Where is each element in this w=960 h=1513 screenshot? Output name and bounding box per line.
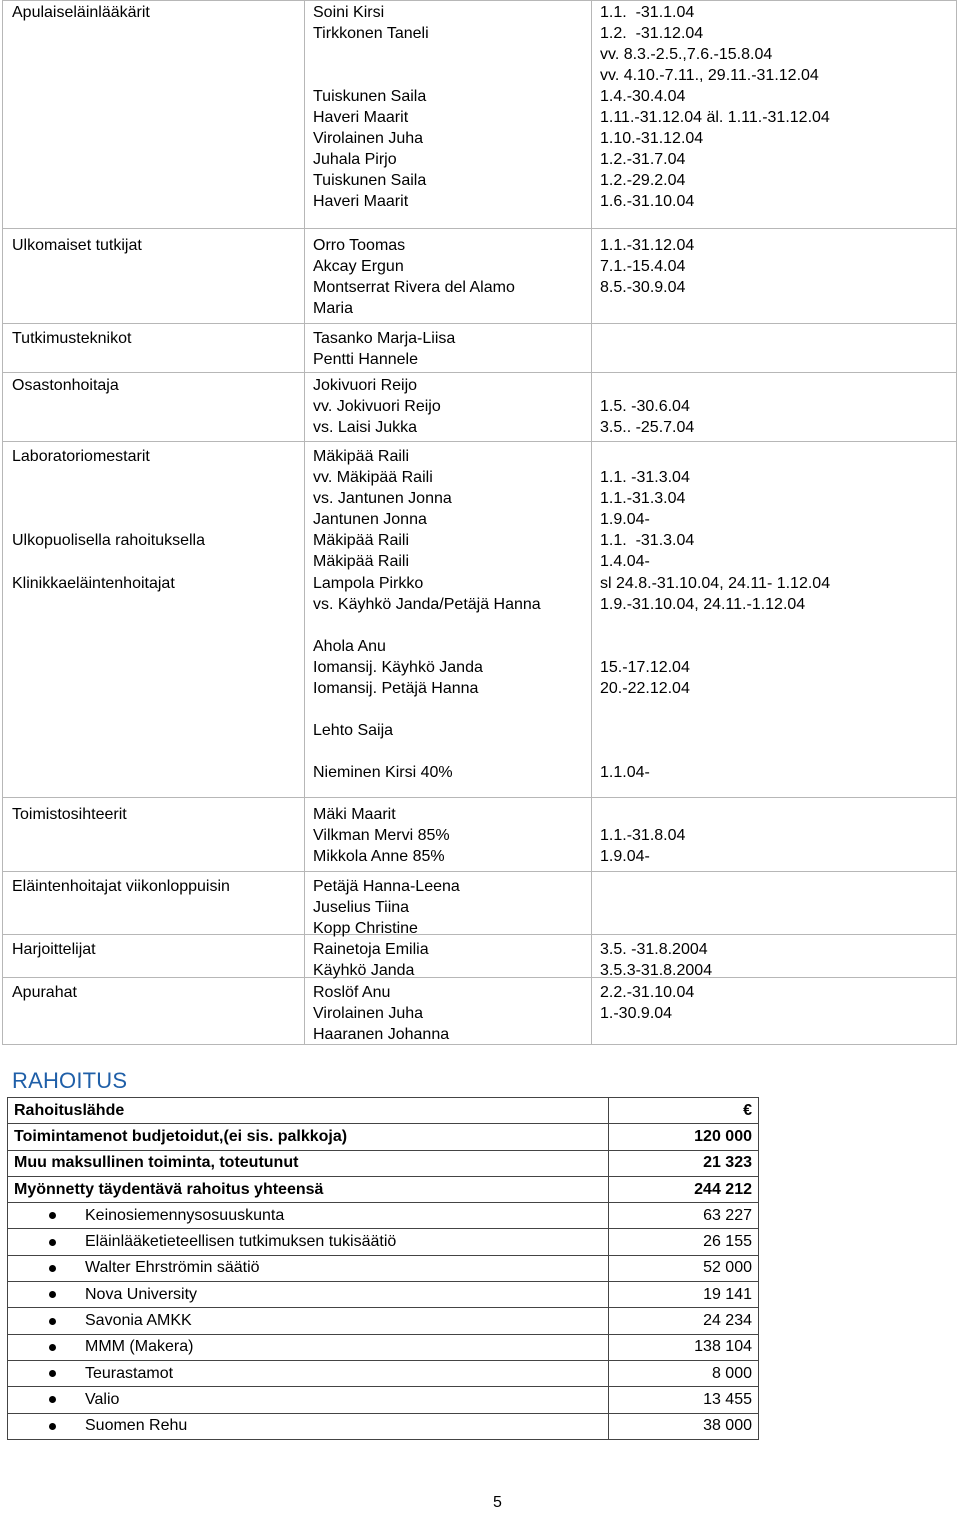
staff-name: Juhala Pirjo: [313, 151, 397, 168]
period-text: 1.9.04-: [600, 848, 650, 865]
row-divider: [3, 797, 956, 798]
funding-source-label: Keinosiemennysosuuskunta: [85, 1206, 285, 1224]
funding-source-cell: [8, 1282, 609, 1308]
category-label: Ulkomaiset tutkijat: [12, 237, 142, 254]
staff-name: Lampola Pirkko: [313, 575, 424, 592]
page-number: 5: [493, 1494, 502, 1511]
staff-name: Vilkman Mervi 85%: [313, 827, 450, 844]
funding-source-label: Teurastamot: [85, 1364, 174, 1382]
staff-name: Iomansij. Käyhkö Janda: [313, 659, 483, 676]
staff-name: Virolainen Juha: [313, 1005, 424, 1022]
period-text: 1.1.04-: [600, 764, 650, 781]
funding-source-amount: 63 227: [609, 1203, 759, 1229]
row-divider: [3, 871, 956, 872]
funding-source-label: Walter Ehrströmin säätiö: [85, 1259, 260, 1277]
funding-label: Myönnetty täydentävä rahoitus yhteensä: [8, 1176, 609, 1202]
funding-source-row: [8, 1413, 759, 1439]
staff-name: Virolainen Juha: [313, 130, 424, 147]
funding-source-label: Valio: [85, 1390, 120, 1408]
staff-name: Haveri Maarit: [313, 193, 409, 210]
staff-name: Tasanko Marja-Liisa: [313, 330, 456, 347]
funding-amount: 21 323: [609, 1150, 759, 1176]
funding-source-amount: 52 000: [609, 1255, 759, 1281]
staff-name: Soini Kirsi: [313, 4, 385, 21]
currency-symbol: €: [609, 1098, 759, 1124]
staff-name: vs. Käyhkö Janda/Petäjä Hanna: [313, 596, 541, 613]
staff-name: Roslöf Anu: [313, 984, 391, 1001]
period-text: 1.-30.9.04: [600, 1005, 673, 1022]
funding-source-amount: 24 234: [609, 1308, 759, 1334]
staff-name: Akcay Ergun: [313, 258, 404, 275]
funding-source-amount: 19 141: [609, 1282, 759, 1308]
funding-header-row: [8, 1098, 759, 1124]
staff-name: Mäki Maarit: [313, 806, 396, 823]
funding-label: Muu maksullinen toiminta, toteutunut: [8, 1150, 609, 1176]
period-text: vv. 8.3.-2.5.,7.6.-15.8.04: [600, 46, 773, 63]
period-text: vv. 4.10.-7.11., 29.11.-31.12.04: [600, 67, 819, 84]
funding-source-label: Eläinlääketieteellisen tutkimuksen tukisäätiö: [85, 1233, 397, 1251]
funding-amount: 120 000: [609, 1124, 759, 1150]
staff-name: vv. Jokivuori Reijo: [313, 398, 441, 415]
period-text: 1.9.04-: [600, 511, 650, 528]
row-divider: [3, 441, 956, 442]
period-text: 1.1.-31.8.04: [600, 827, 686, 844]
staff-name: vs. Jantunen Jonna: [313, 490, 452, 507]
bullet-icon: [49, 1344, 56, 1351]
category-label: Harjoittelijat: [12, 941, 96, 958]
funding-source-cell: [8, 1203, 609, 1229]
funding-header-label: Rahoituslähde: [8, 1098, 609, 1124]
staff-name: Pentti Hannele: [313, 351, 418, 368]
period-text: 8.5.-30.9.04: [600, 279, 686, 296]
funding-row: [8, 1150, 759, 1176]
column-divider: [591, 1, 592, 1044]
staff-name: Nieminen Kirsi 40%: [313, 764, 453, 781]
period-text: 1.2. -31.12.04: [600, 25, 704, 42]
funding-source-cell: [8, 1229, 609, 1255]
column-divider: [304, 1, 305, 1044]
funding-source-cell: [8, 1308, 609, 1334]
period-text: 1.1. -31.3.04: [600, 469, 690, 486]
section-heading: RAHOITUS: [12, 1068, 128, 1093]
staff-name: Maria: [313, 300, 354, 317]
funding-source-label: Savonia AMKK: [85, 1312, 192, 1330]
staff-name: Petäjä Hanna-Leena: [313, 878, 460, 895]
funding-source-row: [8, 1334, 759, 1360]
staff-name: Tirkkonen Taneli: [313, 25, 429, 42]
bullet-icon: [49, 1291, 56, 1298]
funding-source-row: [8, 1360, 759, 1386]
funding-source-cell: [8, 1413, 609, 1439]
period-text: 1.1.-31.12.04: [600, 237, 695, 254]
staff-name: Kopp Christine: [313, 920, 418, 937]
staff-name: Käyhkö Janda: [313, 962, 415, 979]
bullet-icon: [49, 1396, 56, 1403]
staff-name: Haaranen Johanna: [313, 1026, 450, 1043]
period-text: 3.5.. -25.7.04: [600, 419, 695, 436]
funding-source-row: [8, 1308, 759, 1334]
funding-table: [7, 1097, 759, 1440]
funding-source-cell: [8, 1387, 609, 1413]
bullet-icon: [49, 1265, 56, 1272]
funding-source-cell: [8, 1255, 609, 1281]
staff-name: Jokivuori Reijo: [313, 377, 418, 394]
period-text: 3.5. -31.8.2004: [600, 941, 708, 958]
funding-source-cell: [8, 1334, 609, 1360]
row-divider: [3, 934, 956, 935]
bullet-icon: [49, 1212, 56, 1219]
funding-source-label: Nova University: [85, 1285, 198, 1303]
period-text: 1.11.-31.12.04 äl. 1.11.-31.12.04: [600, 109, 830, 126]
period-text: 1.2.-29.2.04: [600, 172, 686, 189]
period-text: 1.10.-31.12.04: [600, 130, 704, 147]
funding-source-cell: [8, 1360, 609, 1386]
category-label: Tutkimusteknikot: [12, 330, 132, 347]
funding-source-amount: 138 104: [609, 1334, 759, 1360]
category-label: Ulkopuolisella rahoituksella: [12, 532, 205, 549]
staff-name: Orro Toomas: [313, 237, 406, 254]
category-label: Toimistosihteerit: [12, 806, 127, 823]
category-label: Apulaiseläinlääkärit: [12, 4, 150, 21]
staff-name: Mäkipää Raili: [313, 532, 410, 549]
bullet-icon: [49, 1318, 56, 1325]
staff-name: Lehto Saija: [313, 722, 394, 739]
row-divider: [3, 977, 956, 978]
funding-source-row: [8, 1387, 759, 1413]
funding-source-label: MMM (Makera): [85, 1338, 194, 1356]
staff-name: Juselius Tiina: [313, 899, 410, 916]
period-text: 1.4.04-: [600, 553, 650, 570]
bullet-icon: [49, 1239, 56, 1246]
funding-source-amount: 26 155: [609, 1229, 759, 1255]
funding-source-row: [8, 1255, 759, 1281]
period-text: 1.6.-31.10.04: [600, 193, 695, 210]
period-text: 3.5.3-31.8.2004: [600, 962, 713, 979]
staff-name: Haveri Maarit: [313, 109, 409, 126]
funding-row: [8, 1176, 759, 1202]
period-text: 20.-22.12.04: [600, 680, 690, 697]
period-text: 1.5. -30.6.04: [600, 398, 690, 415]
funding-source-amount: 38 000: [609, 1413, 759, 1439]
staff-name: Tuiskunen Saila: [313, 172, 427, 189]
staff-name: vv. Mäkipää Raili: [313, 469, 433, 486]
category-label: Laboratoriomestarit: [12, 448, 150, 465]
staff-name: Mäkipää Raili: [313, 448, 410, 465]
funding-source-row: [8, 1229, 759, 1255]
category-label: Osastonhoitaja: [12, 377, 119, 394]
staff-name: Mikkola Anne 85%: [313, 848, 445, 865]
category-label: Klinikkaeläintenhoitajat: [12, 575, 175, 592]
funding-source-row: [8, 1282, 759, 1308]
bullet-icon: [49, 1370, 56, 1377]
period-text: 2.2.-31.10.04: [600, 984, 695, 1001]
period-text: 1.1. -31.1.04: [600, 4, 695, 21]
staff-name: Jantunen Jonna: [313, 511, 427, 528]
category-label: Apurahat: [12, 984, 77, 1001]
period-text: 7.1.-15.4.04: [600, 258, 686, 275]
row-divider: [3, 323, 956, 324]
staff-name: vs. Laisi Jukka: [313, 419, 418, 436]
row-divider: [3, 228, 956, 229]
staff-name: Rainetoja Emilia: [313, 941, 429, 958]
funding-source-amount: 13 455: [609, 1387, 759, 1413]
staff-name: Iomansij. Petäjä Hanna: [313, 680, 479, 697]
period-text: 1.1.-31.3.04: [600, 490, 686, 507]
funding-source-amount: 8 000: [609, 1360, 759, 1386]
staff-name: Mäkipää Raili: [313, 553, 410, 570]
staff-name: Tuiskunen Saila: [313, 88, 427, 105]
row-divider: [3, 372, 956, 373]
funding-amount: 244 212: [609, 1176, 759, 1202]
period-text: 1.2.-31.7.04: [600, 151, 686, 168]
staff-name: Ahola Anu: [313, 638, 386, 655]
period-text: sl 24.8.-31.10.04, 24.11- 1.12.04: [600, 575, 831, 592]
staff-name: Montserrat Rivera del Alamo: [313, 279, 515, 296]
funding-source-label: Suomen Rehu: [85, 1417, 188, 1435]
category-label: Eläintenhoitajat viikonloppuisin: [12, 878, 230, 895]
period-text: 1.1. -31.3.04: [600, 532, 695, 549]
period-text: 1.4.-30.4.04: [600, 88, 686, 105]
funding-source-row: [8, 1203, 759, 1229]
period-text: 15.-17.12.04: [600, 659, 690, 676]
funding-label: Toimintamenot budjetoidut,(ei sis. palkkoja): [8, 1124, 609, 1150]
period-text: 1.9.-31.10.04, 24.11.-1.12.04: [600, 596, 806, 613]
funding-row: [8, 1124, 759, 1150]
bullet-icon: [49, 1423, 56, 1430]
